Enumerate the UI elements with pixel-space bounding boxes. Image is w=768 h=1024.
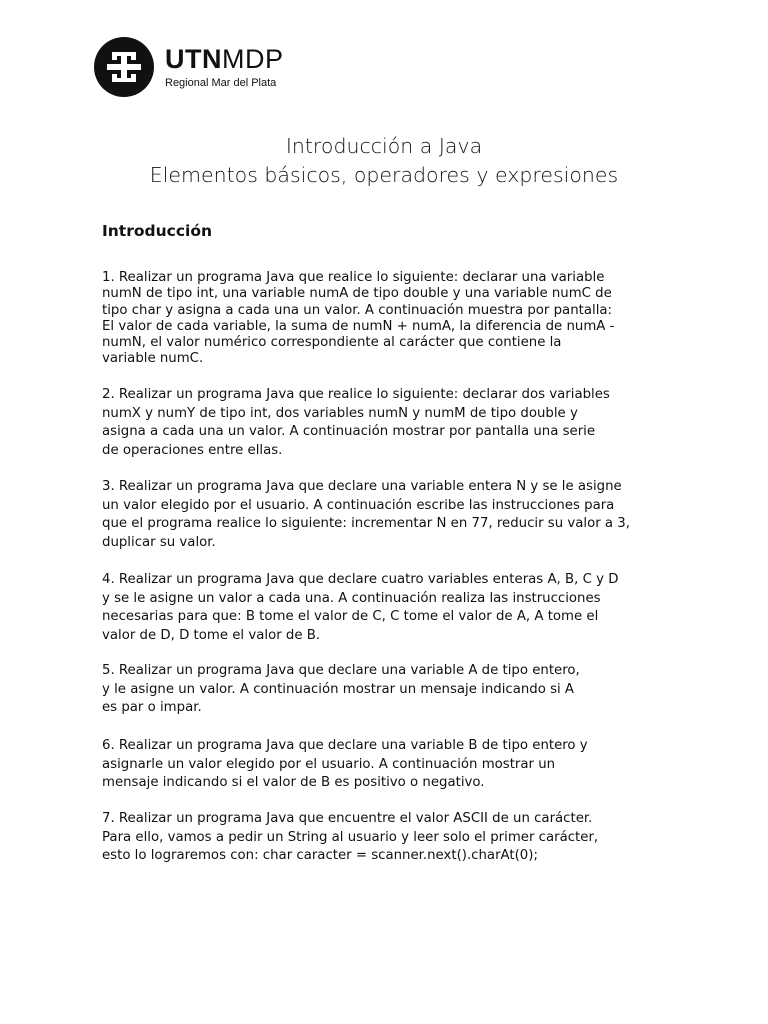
exercise-line: valor de D, D tome el valor de B.	[102, 627, 321, 643]
exercise-line: 7. Realizar un programa Java que encuentre el valor ASCII de un carácter.	[102, 811, 593, 826]
exercise-line: 1. Realizar un programa Java que realice lo siguiente: declarar una variable	[102, 270, 605, 285]
exercise-line: duplicar su valor.	[102, 534, 216, 550]
exercise-1	[102, 270, 677, 368]
exercise-line: 4. Realizar un programa Java que declare cuatro variables enteras A, B, C y D	[102, 572, 619, 587]
exercise-4	[102, 571, 677, 645]
exercise-line: mensaje indicando si el valor de B es positivo o negativo.	[102, 775, 485, 790]
logo-text	[165, 43, 284, 89]
utn-logo	[93, 36, 284, 98]
exercise-6	[102, 737, 677, 793]
exercise-line: tipo char y asigna a cada una un valor. A continuación muestra por pantalla:	[102, 302, 613, 318]
exercise-line: asigna a cada una un valor. A continuación mostrar por pantalla una serie	[102, 424, 596, 439]
exercise-3	[102, 478, 677, 552]
section-heading: Introducción	[102, 222, 213, 240]
logo-brand-bold: UTN	[165, 43, 222, 74]
exercise-line: es par o impar.	[102, 700, 202, 715]
exercise-line: necesarias para que: B tome el valor de C, C tome el valor de A, A tome el	[102, 609, 599, 624]
title-line-1: Introducción a Java	[285, 134, 483, 158]
exercise-line: y le asigne un valor. A continuación mostrar un mensaje indicando si A	[102, 681, 575, 697]
exercise-line: que el programa realice lo siguiente: incrementar N en 77, reducir su valor a 3,	[102, 516, 630, 531]
exercise-line: un valor elegido por el usuario. A continuación escribe las instrucciones para	[102, 497, 615, 513]
exercise-line: 5. Realizar un programa Java que declare una variable A de tipo entero,	[102, 663, 580, 678]
exercise-7	[102, 810, 677, 866]
exercise-line: numX y numY de tipo int, dos variables numN y numM de tipo double y	[102, 405, 578, 421]
exercise-5	[102, 662, 677, 718]
logo-subtitle: Regional Mar del Plata	[165, 76, 277, 89]
title-line-2: Elementos básicos, operadores y expresiones	[149, 163, 619, 187]
logo-brand	[165, 43, 284, 74]
exercise-line: numN de tipo int, una variable numA de tipo double y una variable numC de	[102, 286, 612, 302]
exercise-line: El valor de cada variable, la suma de numN + numA, la diferencia de numA -	[102, 318, 615, 334]
utn-logo-icon	[93, 36, 155, 98]
exercise-line: numN, el valor numérico correspondiente al carácter que contiene la	[102, 335, 562, 351]
document-title	[0, 132, 768, 190]
exercise-line: asignarle un valor elegido por el usuario. A continuación mostrar un	[102, 756, 556, 772]
exercise-2	[102, 386, 677, 460]
exercise-line: Para ello, vamos a pedir un String al usuario y leer solo el primer carácter,	[102, 829, 599, 845]
exercise-line: y se le asigne un valor a cada una. A continuación realiza las instrucciones	[102, 590, 601, 606]
exercise-line: 6. Realizar un programa Java que declare una variable B de tipo entero y	[102, 738, 588, 753]
logo-brand-light: MDP	[222, 43, 284, 74]
exercise-line: 3. Realizar un programa Java que declare una variable entera N y se le asigne	[102, 479, 622, 494]
exercise-line: 2. Realizar un programa Java que realice lo siguiente: declarar dos variables	[102, 387, 610, 402]
exercise-line: variable numC.	[102, 351, 204, 367]
exercise-line: esto lo lograremos con: char caracter = scanner.next().charAt(0);	[102, 848, 538, 863]
exercise-line: de operaciones entre ellas.	[102, 442, 283, 458]
